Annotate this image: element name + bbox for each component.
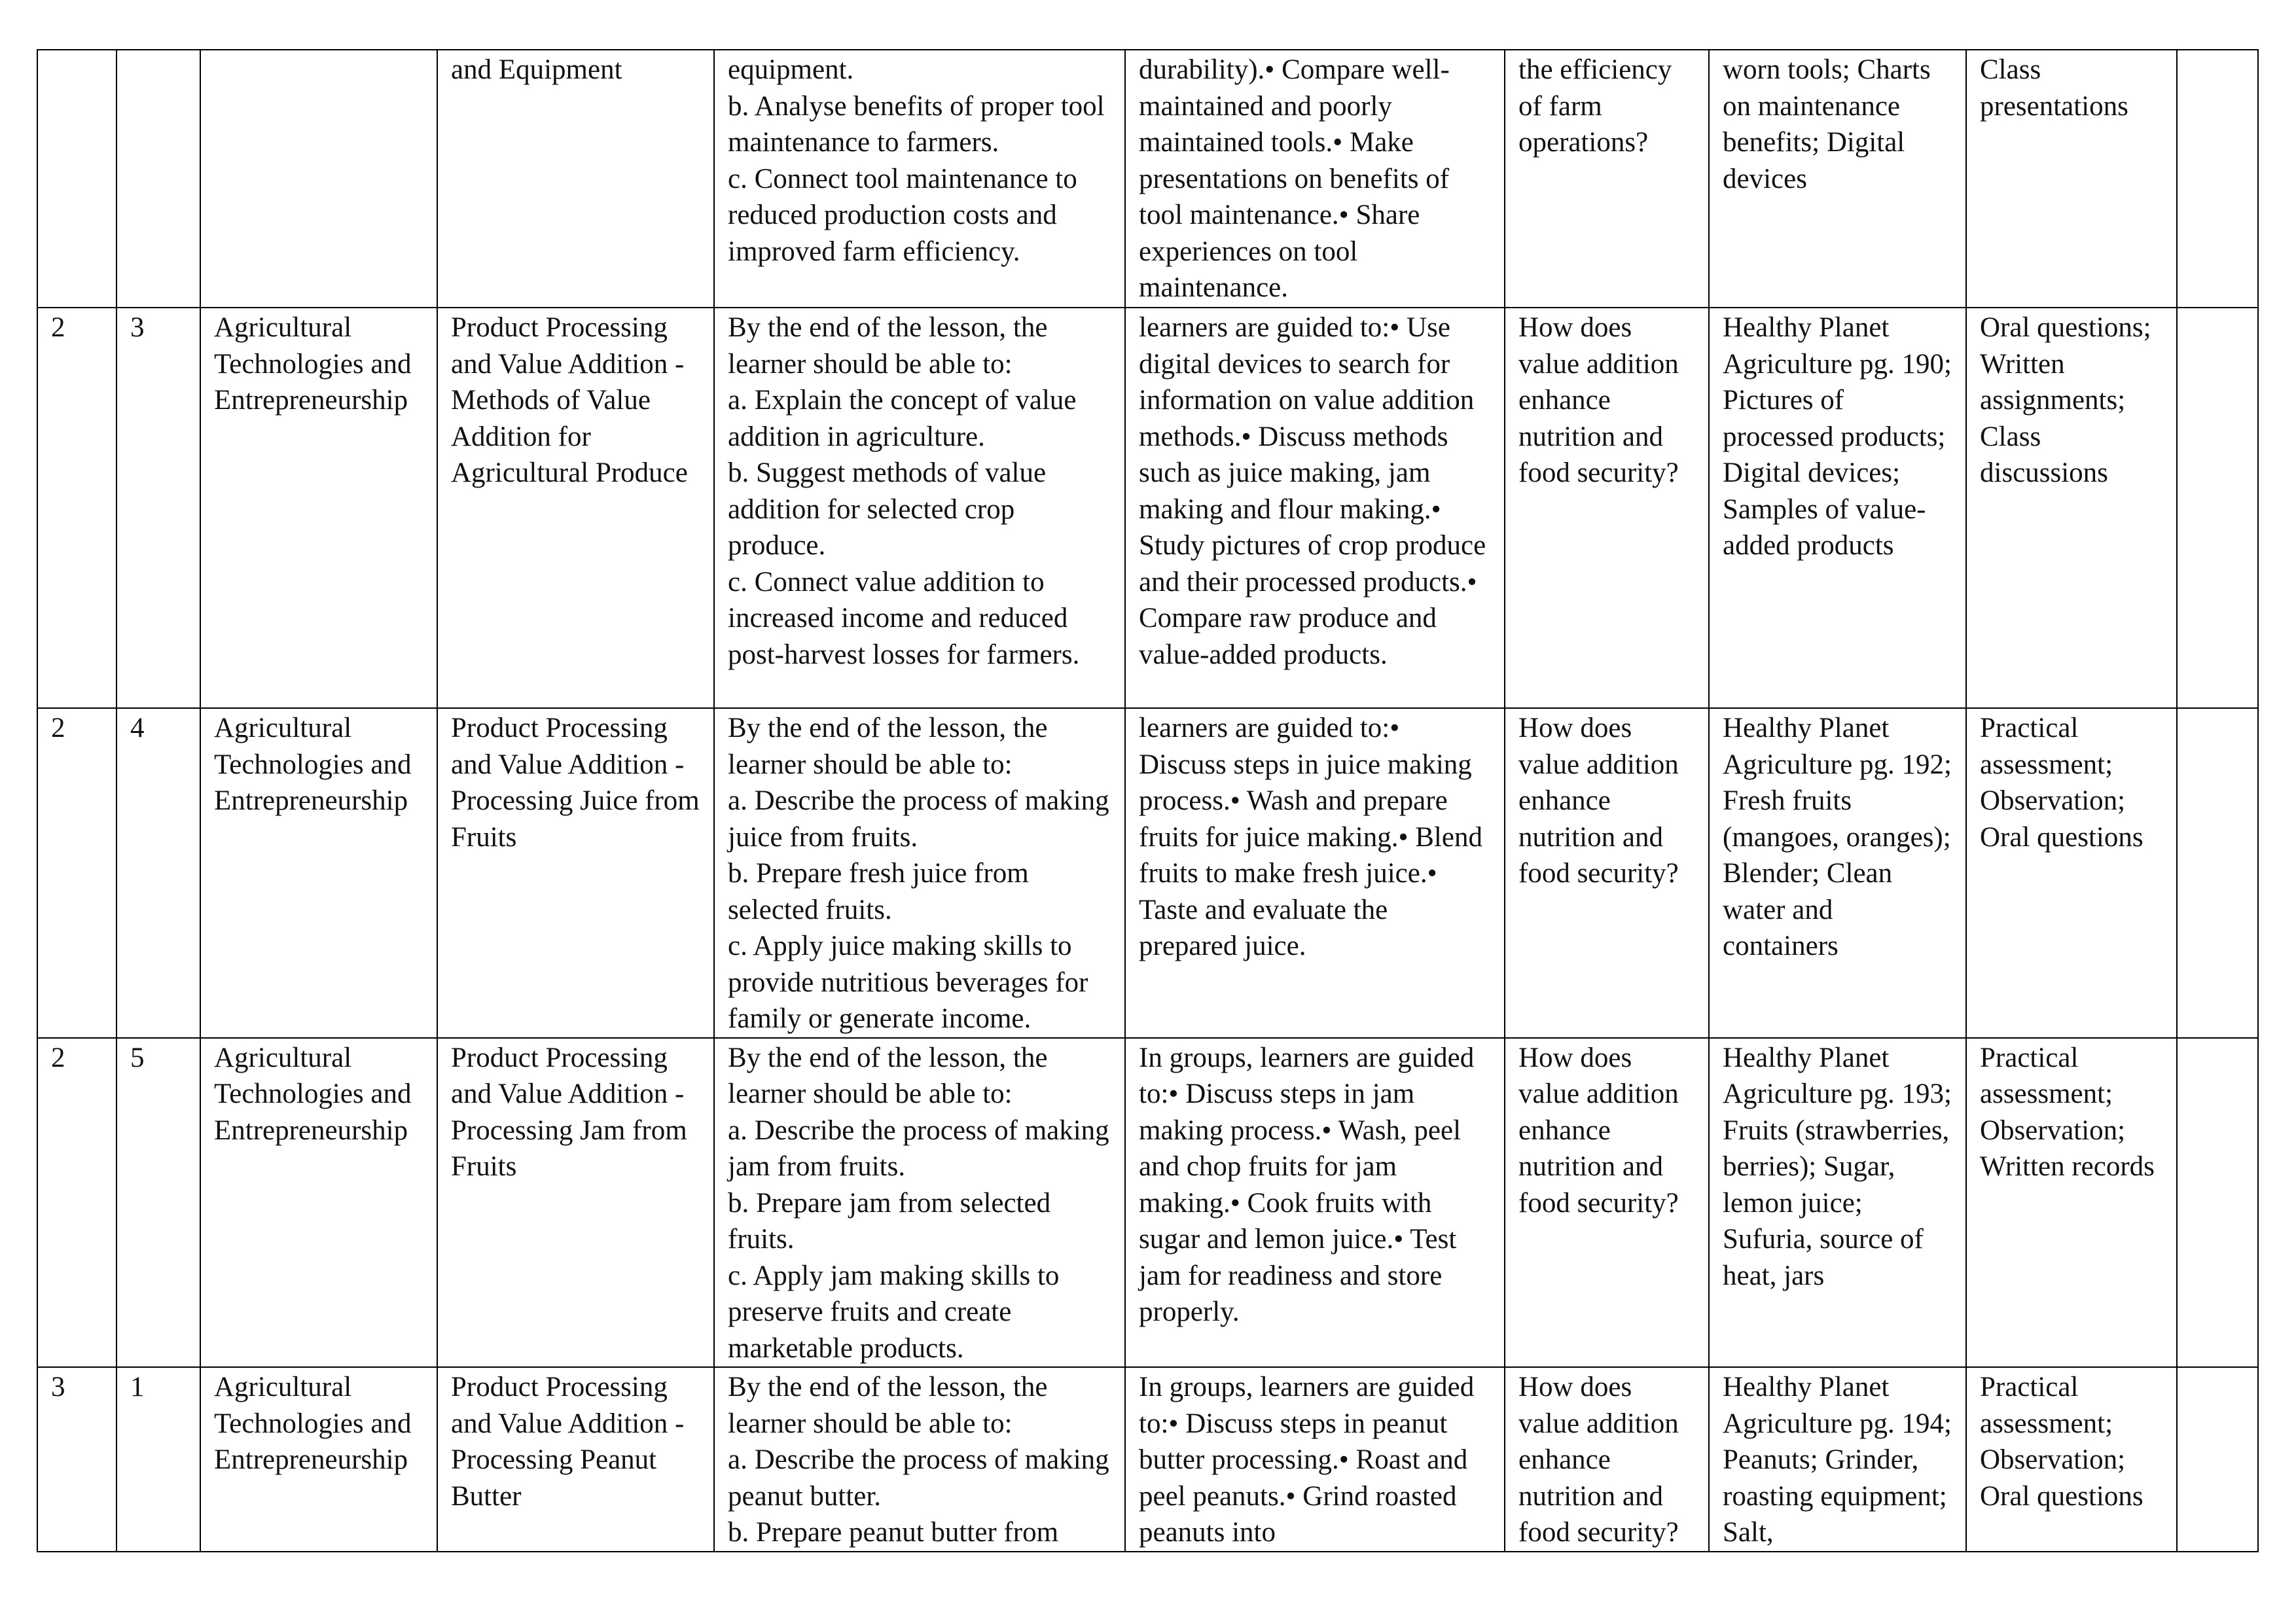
table-row bbox=[37, 308, 2258, 708]
assessment-methods-cell: Practical assessment; Observation; Written records bbox=[1966, 1038, 2177, 1368]
strand-cell bbox=[200, 50, 437, 308]
remarks-cell bbox=[2177, 1367, 2258, 1552]
learning-outcomes-cell: By the end of the lesson, the learner should be able to: a. Explain the concept of value addition in agriculture. b. Suggest methods of value addition for selected crop produce. c. Connect value addition to increased income and reduced post-harvest losses for farmers. bbox=[714, 308, 1125, 708]
sub-strand-cell: Product Processing and Value Addition - Methods of Value Addition for Agricultural Produce bbox=[437, 308, 714, 708]
learning-experiences-cell: In groups, learners are guided to:• Discuss steps in jam making process.• Wash, peel and chop fruits for jam making.• Cook fruits with sugar and lemon juice.• Test jam for readiness and store properly. bbox=[1125, 1038, 1505, 1368]
learning-resources-cell: Healthy Planet Agriculture pg. 192; Fresh fruits (mangoes, oranges); Blender; Clean water and containers bbox=[1709, 708, 1966, 1038]
learning-outcomes-cell: By the end of the lesson, the learner should be able to: a. Describe the process of making peanut butter. b. Prepare peanut butter from bbox=[714, 1367, 1125, 1552]
assessment-methods-cell: Class presentations bbox=[1966, 50, 2177, 308]
learning-experiences-cell: learners are guided to:• Use digital devices to search for information on value addition methods.• Discuss methods such as juice making, jam making and flour making.• Study pictures of crop produce and their processed products.• Compare raw produce and value-added products. bbox=[1125, 308, 1505, 708]
learning-outcomes-cell: By the end of the lesson, the learner should be able to: a. Describe the process of making jam from fruits. b. Prepare jam from selected fruits. c. Apply jam making skills to preserve fruits and create marketable products. bbox=[714, 1038, 1125, 1368]
assessment-methods-cell: Practical assessment; Observation; Oral questions bbox=[1966, 708, 2177, 1038]
key-inquiry-question-cell: How does value addition enhance nutrition and food security? bbox=[1505, 1367, 1709, 1552]
strand-cell: Agricultural Technologies and Entrepreneurship bbox=[200, 308, 437, 708]
table-row bbox=[37, 1038, 2258, 1368]
remarks-cell bbox=[2177, 50, 2258, 308]
week-cell: 3 bbox=[37, 1367, 117, 1552]
lesson-cell: 4 bbox=[117, 708, 200, 1038]
sub-strand-cell: Product Processing and Value Addition - Processing Jam from Fruits bbox=[437, 1038, 714, 1368]
learning-outcomes-cell: equipment. b. Analyse benefits of proper tool maintenance to farmers. c. Connect tool maintenance to reduced production costs and improved farm efficiency. bbox=[714, 50, 1125, 308]
learning-outcomes-cell: By the end of the lesson, the learner should be able to: a. Describe the process of making juice from fruits. b. Prepare fresh juice from selected fruits. c. Apply juice making skills to provide nutritious beverages for family or generate income. bbox=[714, 708, 1125, 1038]
table-row bbox=[37, 50, 2258, 308]
sub-strand-cell: and Equipment bbox=[437, 50, 714, 308]
learning-experiences-cell: In groups, learners are guided to:• Discuss steps in peanut butter processing.• Roast and peel peanuts.• Grind roasted peanuts into bbox=[1125, 1367, 1505, 1552]
week-cell: 2 bbox=[37, 308, 117, 708]
strand-cell: Agricultural Technologies and Entrepreneurship bbox=[200, 708, 437, 1038]
lesson-cell: 1 bbox=[117, 1367, 200, 1552]
remarks-cell bbox=[2177, 708, 2258, 1038]
learning-experiences-cell: durability).• Compare well-maintained and poorly maintained tools.• Make presentations on benefits of tool maintenance.• Share experiences on tool maintenance. bbox=[1125, 50, 1505, 308]
learning-resources-cell: Healthy Planet Agriculture pg. 193; Fruits (strawberries, berries); Sugar, lemon juice; Sufuria, source of heat, jars bbox=[1709, 1038, 1966, 1368]
learning-experiences-cell: learners are guided to:• Discuss steps in juice making process.• Wash and prepare fruits for juice making.• Blend fruits to make fresh juice.• Taste and evaluate the prepared juice. bbox=[1125, 708, 1505, 1038]
week-cell: 2 bbox=[37, 1038, 117, 1368]
learning-resources-cell: Healthy Planet Agriculture pg. 190; Pictures of processed products; Digital devices; Samples of value-added products bbox=[1709, 308, 1966, 708]
strand-cell: Agricultural Technologies and Entrepreneurship bbox=[200, 1038, 437, 1368]
learning-resources-cell: Healthy Planet Agriculture pg. 194; Peanuts; Grinder, roasting equipment; Salt, bbox=[1709, 1367, 1966, 1552]
remarks-cell bbox=[2177, 308, 2258, 708]
scheme-of-work-table bbox=[37, 49, 2259, 1552]
week-cell: 2 bbox=[37, 708, 117, 1038]
sub-strand-cell: Product Processing and Value Addition - Processing Juice from Fruits bbox=[437, 708, 714, 1038]
sub-strand-cell: Product Processing and Value Addition - Processing Peanut Butter bbox=[437, 1367, 714, 1552]
assessment-methods-cell: Practical assessment; Observation; Oral questions bbox=[1966, 1367, 2177, 1552]
table-row bbox=[37, 1367, 2258, 1552]
learning-resources-cell: worn tools; Charts on maintenance benefits; Digital devices bbox=[1709, 50, 1966, 308]
lesson-cell: 3 bbox=[117, 308, 200, 708]
lesson-cell: 5 bbox=[117, 1038, 200, 1368]
remarks-cell bbox=[2177, 1038, 2258, 1368]
assessment-methods-cell: Oral questions; Written assignments; Class discussions bbox=[1966, 308, 2177, 708]
week-cell bbox=[37, 50, 117, 308]
key-inquiry-question-cell: How does value addition enhance nutrition and food security? bbox=[1505, 708, 1709, 1038]
key-inquiry-question-cell: How does value addition enhance nutrition and food security? bbox=[1505, 308, 1709, 708]
strand-cell: Agricultural Technologies and Entrepreneurship bbox=[200, 1367, 437, 1552]
lesson-cell bbox=[117, 50, 200, 308]
key-inquiry-question-cell: the efficiency of farm operations? bbox=[1505, 50, 1709, 308]
key-inquiry-question-cell: How does value addition enhance nutrition and food security? bbox=[1505, 1038, 1709, 1368]
table-row bbox=[37, 708, 2258, 1038]
